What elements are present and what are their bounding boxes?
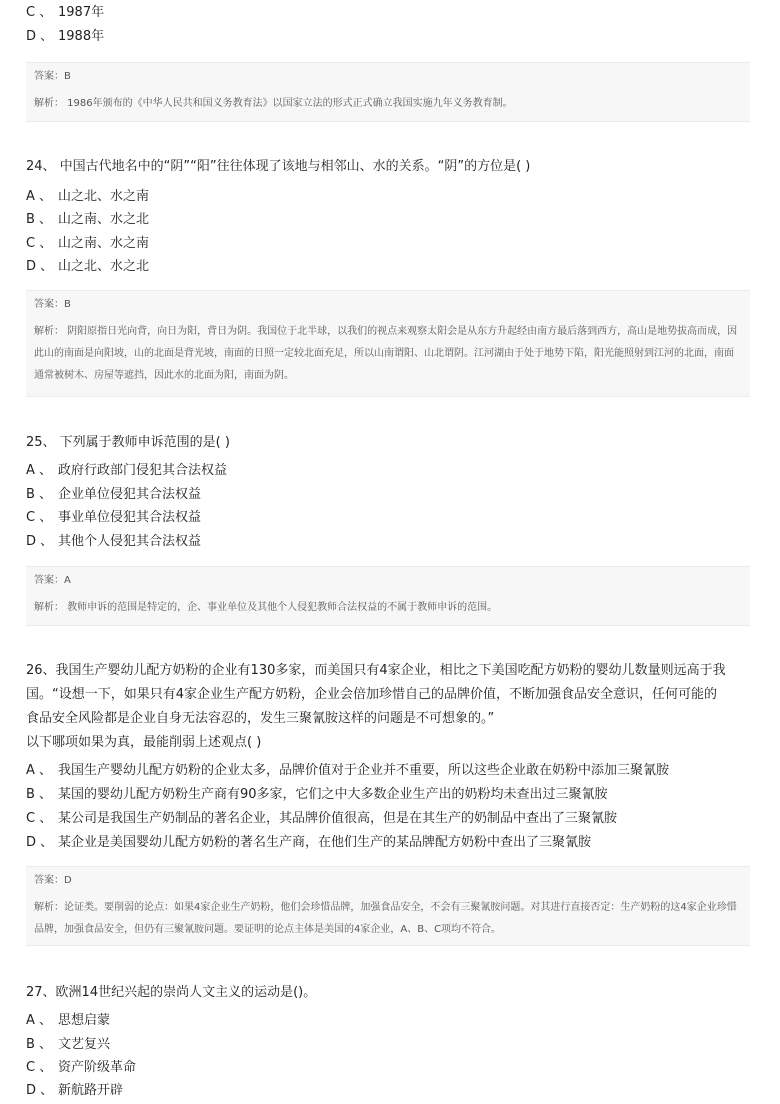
option-text: 文艺复兴 — [58, 1037, 111, 1052]
option-b[interactable] — [26, 486, 201, 504]
option-a[interactable] — [26, 462, 227, 480]
option-a[interactable] — [26, 762, 669, 780]
answer-box — [26, 866, 750, 946]
option-d[interactable] — [26, 1082, 123, 1100]
option-letter: B 、 — [26, 1037, 53, 1052]
question-title-line: 食品安全风险都是企业自身无法容忍的，发生三聚氰胺这样的问题是不可想象的。” — [26, 711, 495, 726]
option-a[interactable] — [26, 188, 149, 206]
answer-box — [26, 290, 750, 397]
analysis-text: 解析： 阴阳原指日光向背，向日为阳，背日为阴。我国位于北半球，以我们的视点来观察太阳会是从东方升起经由南方最后落到西方，高山是地势拔高而成，因此山的南面是向阳坡，山的北面是背光坡，南面的日照一定较北面充足，所以山南谓阳、山北谓阴。江河湖由于处于地势下陷，阳光能照射到江河的北面，南面通常被树木、房屋等遮挡，因此水的北面为阳，南面为阴。 — [34, 326, 738, 381]
option-text: 我国生产婴幼儿配方奶粉的企业太多，品牌价值对于企业并不重要，所以这些企业敢在奶粉中添加三聚氰胺 — [58, 763, 670, 778]
option-letter: D 、 — [26, 29, 54, 44]
option-c[interactable] — [26, 810, 617, 828]
option-letter: B 、 — [26, 487, 53, 502]
option-letter: C 、 — [26, 236, 53, 251]
option-text: 资产阶级革命 — [58, 1060, 137, 1075]
question-title-line: 以下哪项如果为真，最能削弱上述观点( ) — [26, 735, 262, 750]
option-letter: A 、 — [26, 1013, 53, 1028]
option-d[interactable] — [26, 533, 201, 551]
option-letter: A 、 — [26, 189, 53, 204]
option-text: 政府行政部门侵犯其合法权益 — [58, 463, 228, 478]
option-c[interactable] — [26, 235, 149, 253]
option-c[interactable] — [26, 4, 104, 22]
option-text: 山之北、水之南 — [58, 189, 150, 204]
option-text: 1988年 — [58, 29, 105, 44]
option-letter: C 、 — [26, 811, 53, 826]
option-text: 山之北、水之北 — [58, 259, 150, 274]
option-letter: A 、 — [26, 463, 53, 478]
question-title-line: 国。“设想一下，如果只有4家企业生产配方奶粉，企业会倍加珍惜自己的品牌价值，不断加强食品安全意识，任何可能的 — [26, 687, 718, 702]
option-letter: D 、 — [26, 259, 54, 274]
question-title-line: 26、我国生产婴幼儿配方奶粉的企业有130多家，而美国只有4家企业，相比之下美国吃配方奶粉的婴幼儿数量则远高于我 — [26, 663, 726, 678]
option-letter: C 、 — [26, 5, 53, 20]
option-text: 某企业是美国婴幼儿配方奶粉的著名生产商，在他们生产的某品牌配方奶粉中查出了三聚氰胺 — [58, 835, 592, 850]
option-d[interactable] — [26, 834, 591, 852]
option-letter: D 、 — [26, 534, 54, 549]
answer-box — [26, 566, 750, 626]
option-letter: B 、 — [26, 787, 53, 802]
question-title: 27、欧洲14世纪兴起的崇尚人文主义的运动是()。 — [26, 985, 317, 1000]
question-title: 24、 中国古代地名中的“阴”“阳”往往体现了该地与相邻山、水的关系。“阴”的方位是( ) — [26, 159, 531, 174]
option-b[interactable] — [26, 1036, 110, 1054]
option-text: 事业单位侵犯其合法权益 — [58, 510, 202, 525]
answer-label: 答案：B — [34, 71, 71, 82]
option-text: 新航路开辟 — [58, 1083, 124, 1098]
option-c[interactable] — [26, 1059, 136, 1077]
option-text: 山之南、水之北 — [58, 212, 150, 227]
option-letter: C 、 — [26, 1060, 53, 1075]
option-b[interactable] — [26, 786, 608, 804]
option-a[interactable] — [26, 1012, 110, 1030]
option-letter: C 、 — [26, 510, 53, 525]
answer-label: 答案：D — [34, 875, 72, 886]
option-letter: B 、 — [26, 212, 53, 227]
option-text: 企业单位侵犯其合法权益 — [58, 487, 202, 502]
option-text: 山之南、水之南 — [58, 236, 150, 251]
answer-label: 答案：B — [34, 299, 71, 310]
analysis-text: 解析：论证类。要削弱的论点：如果4家企业生产奶粉，他们会珍惜品牌，加强食品安全，不会有三聚氰胺问题。对其进行直接否定：生产奶粉的这4家企业珍惜品牌，加强食品安全，但仍有三聚氰胺问题。要证明的论点主体是美国的4家企业，A、B、C项均不符合。 — [34, 902, 737, 935]
analysis-text: 解析： 1986年颁布的《中华人民共和国义务教育法》以国家立法的形式正式确立我国实施九年义务教育制。 — [34, 98, 513, 109]
answer-box — [26, 62, 750, 122]
option-text: 某公司是我国生产奶制品的著名企业，其品牌价值很高，但是在其生产的奶制品中查出了三聚氰胺 — [58, 811, 618, 826]
option-b[interactable] — [26, 211, 149, 229]
option-text: 思想启蒙 — [58, 1013, 111, 1028]
option-c[interactable] — [26, 509, 201, 527]
option-text: 某国的婴幼儿配方奶粉生产商有90多家，它们之中大多数企业生产出的奶粉均未查出过三聚氰胺 — [58, 787, 608, 802]
question-title: 25、 下列属于教师申诉范围的是( ) — [26, 435, 230, 450]
option-text: 1987年 — [58, 5, 105, 20]
option-letter: A 、 — [26, 763, 53, 778]
option-d[interactable] — [26, 28, 104, 46]
option-d[interactable] — [26, 258, 149, 276]
option-letter: D 、 — [26, 835, 54, 850]
analysis-text: 解析： 教师申诉的范围是特定的，企、事业单位及其他个人侵犯教师合法权益的不属于教师申诉的范围。 — [34, 602, 498, 613]
answer-label: 答案：A — [34, 575, 71, 586]
option-text: 其他个人侵犯其合法权益 — [58, 534, 202, 549]
option-letter: D 、 — [26, 1083, 54, 1098]
